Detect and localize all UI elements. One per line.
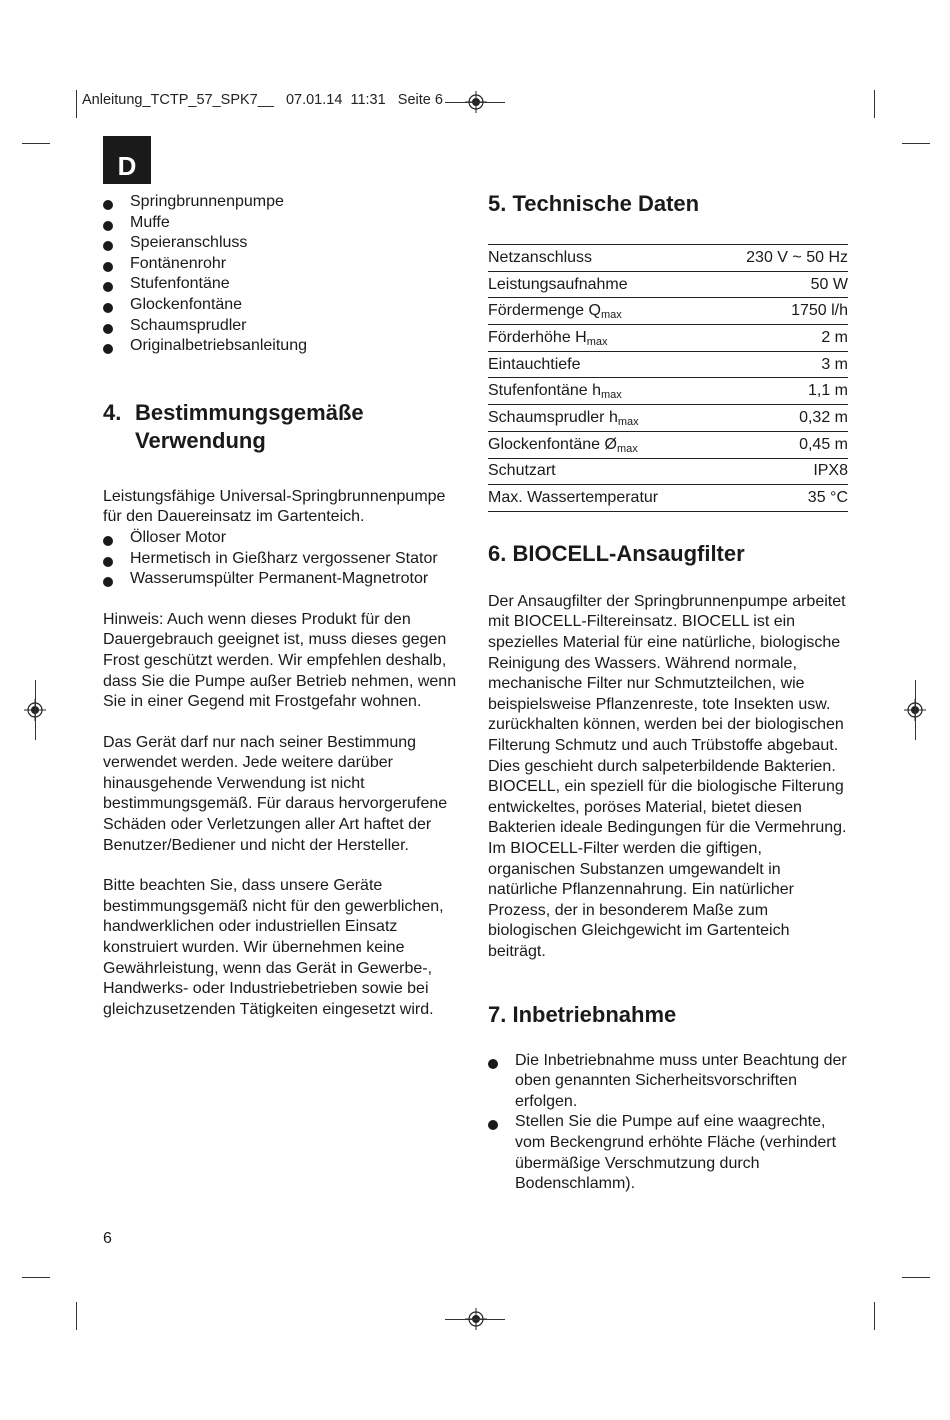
crop-mark	[76, 1302, 77, 1330]
list-item: Originalbetriebsanleitung	[103, 336, 458, 357]
list-item: Stufenfontäne	[103, 274, 458, 295]
section4-note: Hinweis: Auch wenn dieses Produkt für den Dauergebrauch geeignet ist, muss dieses gegen Frost geschützt werden. Wir empfehlen deshalb, dass Sie die Pumpe außer Betrieb nehmen, wenn Sie in einer Gegend mit Frostgefahr wohnen.	[103, 610, 457, 711]
bullet-icon	[103, 324, 113, 334]
crop-mark	[22, 1277, 50, 1278]
feature-list	[103, 528, 458, 590]
bullet-icon	[488, 1120, 498, 1130]
section5-heading: 5. Technische Daten	[488, 191, 700, 216]
left-column	[103, 192, 458, 1020]
slug-page: Seite 6	[397, 92, 443, 108]
spec-table	[488, 244, 848, 512]
section4-number: 4.	[103, 399, 122, 425]
list-item: Die Inbetriebnahme muss unter Beachtung der oben genannten Sicherheitsvorschriften erfolgen.	[488, 1051, 848, 1113]
table-row: Förderhöhe $H_{max}$ 2 m	[488, 325, 848, 352]
crop-mark	[915, 680, 916, 740]
table-row: Max. Wassertemperatur 35 °C	[488, 485, 848, 512]
list-item: Ölloser Motor	[103, 528, 458, 549]
table-row: Eintauchtiefe 3 m	[488, 351, 848, 378]
crop-mark	[22, 143, 50, 144]
table-row: Glockenfontäne $Ø_{max}$ 0,45 m	[488, 431, 848, 458]
list-item: Fontänenrohr	[103, 254, 458, 275]
section4-title: Bestimmungsgemäße Verwendung	[135, 399, 364, 453]
section7-heading: 7. Inbetriebnahme	[488, 1001, 677, 1027]
section4-intro: Leistungsfähige Universal-Springbrunnenpumpe für den Dauereinsatz im Gartenteich.	[103, 487, 446, 526]
page-number: 6	[103, 1230, 112, 1247]
print-slug	[82, 92, 443, 108]
bullet-icon	[103, 344, 113, 354]
table-row: Stufenfontäne $h_{max}$ 1,1 m	[488, 378, 848, 405]
bullet-icon	[103, 577, 113, 587]
section4-heading	[103, 399, 458, 455]
crop-mark	[76, 90, 77, 118]
bullet-icon	[103, 221, 113, 231]
slug-date: 07.01.14	[285, 92, 343, 108]
list-item: Hermetisch in Gießharz vergossener Stator	[103, 549, 458, 570]
table-row: Fördermenge $Q_{max}$ 1750 l/h	[488, 298, 848, 325]
bullet-icon	[488, 1059, 498, 1069]
section6-text: Der Ansaugfilter der Springbrunnenpumpe arbeitet mit BIOCELL-Filtereinsatz. BIOCELL ist ein spezielles Material für eine natürliche, biologische Reinigung des Wassers. Während normale, mechanische Filter nur Schmutzteilchen, wie beispielsweise Pflanzenreste, tote Insekten usw. zurückhalten können, werden bei der biologischen Filterung Schmutz und auch Trübstoffe abgebaut. Dies geschieht durch salpeterbildende Bakterien. BIOCELL, ein speziell für die biologische Filterung entwickeltes, poröses Material, bietet diesen Bakterien ideale Bedingungen für die Vermehrung. Im BIOCELL-Filter werden die giftigen, organischen Substanzen umgewandelt in natürliche Pflanzennahrung. Ein natürlicher Prozess, der in besonderem Maße zum biologischen Gleichgewicht im Gartenteich beiträgt.	[488, 592, 847, 960]
contents-list	[103, 192, 458, 357]
list-item: Schaumsprudler	[103, 316, 458, 337]
bullet-icon	[103, 200, 113, 210]
bullet-icon	[103, 241, 113, 251]
bullet-icon	[103, 282, 113, 292]
bullet-icon	[103, 303, 113, 313]
bullet-icon	[103, 262, 113, 272]
list-item: Glockenfontäne	[103, 295, 458, 316]
section6-heading: 6. BIOCELL-Ansaugfilter	[488, 540, 745, 566]
crop-mark	[35, 680, 36, 740]
list-item: Wasserumspülter Permanent-Magnetrotor	[103, 569, 458, 590]
list-item: Stellen Sie die Pumpe auf eine waagrechte, vom Beckengrund erhöhte Fläche (verhindert übermäßige Verschmutzung durch Bodenschlamm).	[488, 1112, 848, 1194]
slug-file: Anleitung_TCTP_57_SPK7__	[82, 92, 274, 108]
crop-mark	[902, 143, 930, 144]
crop-mark	[874, 90, 875, 118]
section7-list	[488, 1051, 848, 1195]
table-row: Netzanschluss 230 V ~ 50 Hz	[488, 245, 848, 272]
section4-paragraph: Bitte beachten Sie, dass unsere Geräte bestimmungsgemäß nicht für den gewerblichen, handwerklichen oder industriellen Einsatz konstruiert wurden. Wir übernehmen keine Gewährleistung, wenn das Gerät in Gewerbe-, Handwerks- oder Industriebetrieben sowie bei gleichzusetzenden Tätigkeiten eingesetzt wird.	[103, 877, 444, 1018]
bullet-icon	[103, 557, 113, 567]
list-item: Speieranschluss	[103, 233, 458, 254]
right-column	[488, 190, 848, 1195]
section4-paragraph: Das Gerät darf nur nach seiner Bestimmung verwendet werden. Jede weitere darüber hinausgehende Verwendung ist nicht bestimmungsgemäß. Für daraus hervorgerufene Schäden oder Verletzungen aller Art haftet der Benutzer/Bediener und nicht der Hersteller.	[103, 733, 448, 854]
crop-mark	[902, 1277, 930, 1278]
crop-mark	[874, 1302, 875, 1330]
list-item: Springbrunnenpumpe	[103, 192, 458, 213]
table-row: Leistungsaufnahme 50 W	[488, 271, 848, 298]
bullet-icon	[103, 536, 113, 546]
list-item: Muffe	[103, 213, 458, 234]
slug-time: 11:31	[350, 92, 386, 108]
language-badge: D	[103, 136, 151, 184]
crop-mark	[445, 1319, 505, 1320]
table-row: Schaumsprudler $h_{max}$ 0,32 m	[488, 405, 848, 432]
table-row: Schutzart IPX8	[488, 458, 848, 485]
crop-mark	[445, 102, 505, 103]
